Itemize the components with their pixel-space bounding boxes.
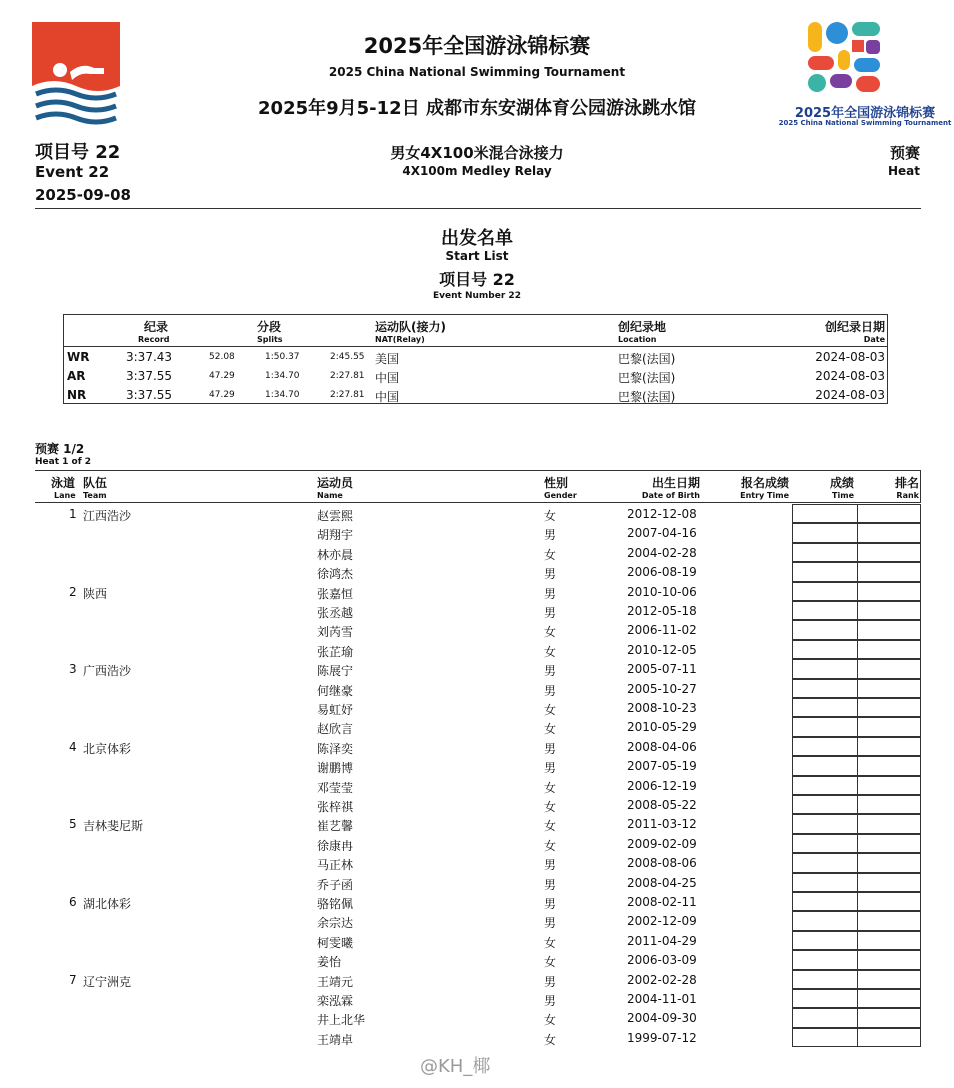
start-list-title-en: Start List bbox=[445, 249, 509, 263]
gender: 女 bbox=[544, 644, 557, 659]
date-of-birth: 2002-12-09 bbox=[627, 914, 697, 929]
rank-box bbox=[857, 756, 921, 775]
rank-box bbox=[857, 911, 921, 930]
rank-box bbox=[857, 970, 921, 989]
table-row bbox=[0, 795, 954, 814]
time-box bbox=[792, 756, 858, 775]
date-of-birth: 2010-05-29 bbox=[627, 720, 697, 735]
time-box bbox=[792, 659, 858, 678]
rank-box bbox=[857, 717, 921, 736]
record-location: 巴黎(法国) bbox=[618, 371, 676, 385]
rank-box bbox=[857, 1028, 921, 1047]
rank-box bbox=[857, 504, 921, 523]
team-name: 广西浩沙 bbox=[83, 664, 132, 679]
date-of-birth: 2010-12-05 bbox=[627, 642, 697, 657]
col-name-en: Name bbox=[317, 491, 343, 500]
table-row bbox=[0, 756, 954, 775]
date-of-birth: 2010-10-06 bbox=[627, 584, 697, 599]
gender: 男 bbox=[544, 586, 557, 601]
date-of-birth: 2006-03-09 bbox=[627, 953, 697, 968]
date-of-birth: 2008-04-06 bbox=[627, 739, 697, 754]
table-row bbox=[0, 679, 954, 698]
event-number-en: Event 22 bbox=[35, 163, 110, 181]
rank-box bbox=[857, 814, 921, 833]
gender: 男 bbox=[544, 877, 557, 892]
rank-box bbox=[857, 582, 921, 601]
table-row bbox=[0, 620, 954, 639]
time-box bbox=[792, 970, 858, 989]
rank-box bbox=[857, 892, 921, 911]
record-date: 2024-08-03 bbox=[815, 350, 885, 364]
date-of-birth: 2008-10-23 bbox=[627, 701, 697, 715]
athlete-name: 张丞越 bbox=[317, 606, 354, 620]
gender: 女 bbox=[544, 800, 557, 814]
event-number-cn: 项目号 22 bbox=[35, 142, 121, 163]
col-name-cn: 运动员 bbox=[317, 476, 354, 490]
time-box bbox=[792, 562, 858, 581]
table-top-border bbox=[35, 470, 921, 471]
records-header-location-en: Location bbox=[618, 335, 657, 344]
team-name: 辽宁洲克 bbox=[83, 974, 132, 989]
athlete-name: 林亦晨 bbox=[317, 547, 354, 562]
record-type: WR bbox=[67, 350, 90, 364]
table-header-divider bbox=[35, 502, 921, 503]
date-of-birth: 2008-02-11 bbox=[627, 895, 697, 909]
athlete-name: 王靖卓 bbox=[317, 1032, 354, 1047]
lane-number: 7 bbox=[69, 972, 77, 987]
col-entry-cn: 报名成绩 bbox=[740, 476, 789, 490]
table-row bbox=[0, 562, 954, 581]
venue-line: 2025年9月5-12日 成都市东安湖体育公园游泳跳水馆 bbox=[258, 98, 696, 119]
record-nat: 中国 bbox=[375, 390, 400, 404]
athlete-name: 徐鸿杰 bbox=[317, 567, 354, 582]
gender: 男 bbox=[544, 761, 557, 776]
gender: 男 bbox=[544, 916, 557, 931]
team-name: 江西浩沙 bbox=[83, 509, 132, 523]
time-box bbox=[792, 950, 858, 969]
date-of-birth: 2011-03-12 bbox=[627, 817, 697, 832]
date-of-birth: 2004-11-01 bbox=[627, 992, 697, 1006]
time-box bbox=[792, 776, 858, 795]
time-box bbox=[792, 717, 858, 736]
rank-box bbox=[857, 853, 921, 872]
athlete-name: 胡翔宇 bbox=[317, 528, 354, 543]
table-row bbox=[0, 970, 954, 989]
rank-box bbox=[857, 873, 921, 892]
gender: 女 bbox=[544, 509, 557, 523]
date-of-birth: 2007-05-19 bbox=[627, 759, 697, 774]
date-of-birth: 2002-02-28 bbox=[627, 972, 697, 987]
athlete-name: 崔艺馨 bbox=[317, 819, 354, 834]
rank-box bbox=[857, 640, 921, 659]
event-name-en: 4X100m Medley Relay bbox=[402, 164, 552, 178]
rank-box bbox=[857, 523, 921, 542]
athlete-name: 井上北华 bbox=[317, 1013, 366, 1028]
rank-box bbox=[857, 931, 921, 950]
rank-box bbox=[857, 737, 921, 756]
event-date: 2025-09-08 bbox=[35, 186, 131, 204]
lane-number: 5 bbox=[69, 817, 77, 832]
athlete-name: 乔子函 bbox=[317, 877, 354, 892]
date-of-birth: 2005-07-11 bbox=[627, 662, 697, 677]
rank-box bbox=[857, 659, 921, 678]
col-lane-cn: 泳道 bbox=[51, 476, 76, 490]
record-location: 巴黎(法国) bbox=[618, 390, 676, 404]
athlete-name: 张芷瑜 bbox=[317, 644, 354, 659]
table-row bbox=[0, 911, 954, 930]
col-lane-en: Lane bbox=[54, 491, 76, 500]
athlete-name: 陈泽奕 bbox=[317, 741, 354, 756]
date-of-birth: 2009-02-09 bbox=[627, 836, 697, 851]
gender: 男 bbox=[544, 528, 557, 543]
record-date: 2024-08-03 bbox=[815, 369, 885, 383]
records-header-record-cn: 纪录 bbox=[144, 320, 169, 334]
table-row bbox=[0, 640, 954, 659]
gender: 男 bbox=[544, 606, 557, 620]
lane-number: 3 bbox=[69, 662, 77, 677]
date-of-birth: 2004-09-30 bbox=[627, 1011, 697, 1026]
records-header-splits-en: Splits bbox=[257, 335, 283, 344]
time-box bbox=[792, 620, 858, 639]
athlete-name: 姜怡 bbox=[317, 955, 342, 970]
time-box bbox=[792, 814, 858, 833]
athlete-name: 张梓祺 bbox=[317, 800, 354, 814]
col-gender-cn: 性别 bbox=[544, 476, 569, 490]
date-of-birth: 2006-11-02 bbox=[627, 623, 697, 638]
record-type: NR bbox=[67, 388, 87, 402]
record-split-1: 47.29 bbox=[209, 390, 235, 400]
record-split-3: 2:27.81 bbox=[330, 371, 365, 381]
records-header-location-cn: 创纪录地 bbox=[618, 320, 667, 334]
athlete-name: 王靖元 bbox=[317, 974, 354, 989]
time-box bbox=[792, 873, 858, 892]
rank-box bbox=[857, 698, 921, 717]
date-of-birth: 2008-05-22 bbox=[627, 798, 697, 812]
athlete-name: 易虹妤 bbox=[317, 703, 354, 717]
athlete-name: 马正林 bbox=[317, 858, 354, 873]
athlete-name: 谢鹏博 bbox=[317, 761, 354, 776]
rank-box bbox=[857, 620, 921, 639]
athlete-name: 徐康冉 bbox=[317, 838, 354, 853]
record-row bbox=[64, 348, 887, 367]
rank-box bbox=[857, 989, 921, 1008]
table-row bbox=[0, 873, 954, 892]
lane-number: 4 bbox=[69, 739, 77, 754]
col-time-cn: 成绩 bbox=[829, 476, 854, 490]
team-name: 吉林斐尼斯 bbox=[83, 819, 144, 834]
col-dob-cn: 出生日期 bbox=[651, 476, 700, 490]
event-number-heading-en: Event Number 22 bbox=[433, 291, 521, 301]
time-box bbox=[792, 640, 858, 659]
col-team-en: Team bbox=[83, 491, 107, 500]
event-number-heading-cn: 项目号 22 bbox=[439, 270, 515, 289]
record-split-1: 52.08 bbox=[209, 352, 235, 362]
gender: 女 bbox=[544, 625, 557, 640]
watermark: @KH_椰 bbox=[420, 1056, 491, 1077]
gender: 男 bbox=[544, 741, 557, 756]
record-date: 2024-08-03 bbox=[815, 388, 885, 402]
document-title: 2025年全国游泳锦标赛 bbox=[363, 34, 591, 58]
start-list-title-cn: 出发名单 bbox=[441, 228, 513, 249]
athlete-name: 骆铭佩 bbox=[317, 897, 354, 911]
lane-number: 6 bbox=[69, 895, 77, 909]
col-rank-en: Rank bbox=[896, 491, 919, 500]
logo-caption-cn: 2025年全国游泳锦标赛 bbox=[794, 106, 936, 121]
record-split-3: 2:27.81 bbox=[330, 390, 365, 400]
table-row bbox=[0, 698, 954, 717]
time-box bbox=[792, 504, 858, 523]
athlete-name: 陈展宁 bbox=[317, 664, 354, 679]
record-location: 巴黎(法国) bbox=[618, 352, 676, 366]
records-header-date-en: Date bbox=[863, 335, 885, 344]
record-row bbox=[64, 386, 887, 405]
rank-box bbox=[857, 795, 921, 814]
record-nat: 美国 bbox=[375, 352, 400, 366]
table-row bbox=[0, 543, 954, 562]
gender: 女 bbox=[544, 722, 557, 737]
athlete-name: 栾泓霖 bbox=[317, 994, 354, 1008]
record-split-3: 2:45.55 bbox=[330, 352, 365, 362]
gender: 男 bbox=[544, 858, 557, 873]
record-split-1: 47.29 bbox=[209, 371, 235, 381]
col-gender-en: Gender bbox=[544, 491, 577, 500]
rank-box bbox=[857, 679, 921, 698]
time-box bbox=[792, 543, 858, 562]
date-of-birth: 2005-10-27 bbox=[627, 681, 697, 696]
table-right-border bbox=[920, 470, 921, 503]
table-row bbox=[0, 1008, 954, 1027]
record-nat: 中国 bbox=[375, 371, 400, 385]
rank-box bbox=[857, 601, 921, 620]
lane-number: 2 bbox=[69, 584, 77, 599]
records-header-nat-cn: 运动队(接力) bbox=[375, 320, 446, 334]
athlete-name: 何继豪 bbox=[317, 683, 354, 698]
col-entry-en: Entry Time bbox=[740, 491, 789, 500]
records-divider bbox=[64, 346, 887, 347]
record-split-2: 1:34.70 bbox=[265, 371, 300, 381]
time-box bbox=[792, 1028, 858, 1047]
table-row bbox=[0, 931, 954, 950]
heat-label-cn: 预赛 1/2 bbox=[35, 442, 85, 456]
gender: 女 bbox=[544, 935, 557, 950]
table-row bbox=[0, 523, 954, 542]
time-box bbox=[792, 931, 858, 950]
table-row bbox=[0, 582, 954, 601]
table-row bbox=[0, 601, 954, 620]
table-row bbox=[0, 814, 954, 833]
time-box bbox=[792, 679, 858, 698]
document-subtitle: 2025 China National Swimming Tournament bbox=[328, 65, 626, 79]
athlete-name: 赵雲熙 bbox=[317, 509, 354, 523]
gender: 男 bbox=[544, 974, 557, 989]
records-header-date-cn: 创纪录日期 bbox=[824, 320, 885, 334]
date-of-birth: 2008-08-06 bbox=[627, 856, 697, 871]
record-split-2: 1:50.37 bbox=[265, 352, 300, 362]
gender: 男 bbox=[544, 567, 557, 582]
gender: 男 bbox=[544, 683, 557, 698]
table-row bbox=[0, 717, 954, 736]
date-of-birth: 2012-12-08 bbox=[627, 507, 697, 521]
records-header-nat-en: NAT(Relay) bbox=[375, 335, 425, 344]
time-box bbox=[792, 737, 858, 756]
table-row bbox=[0, 504, 954, 523]
gender: 女 bbox=[544, 1013, 557, 1028]
gender: 女 bbox=[544, 547, 557, 562]
team-name: 陕西 bbox=[83, 586, 108, 601]
gender: 女 bbox=[544, 819, 557, 834]
rank-box bbox=[857, 543, 921, 562]
gender: 男 bbox=[544, 664, 557, 679]
time-box bbox=[792, 834, 858, 853]
time-box bbox=[792, 989, 858, 1008]
col-team-cn: 队伍 bbox=[83, 476, 108, 490]
date-of-birth: 2006-12-19 bbox=[627, 778, 697, 793]
round-cn: 预赛 bbox=[889, 144, 920, 162]
gender: 女 bbox=[544, 1032, 557, 1047]
athlete-name: 邓莹莹 bbox=[317, 780, 354, 795]
lane-number: 1 bbox=[69, 507, 77, 521]
rank-box bbox=[857, 776, 921, 795]
time-box bbox=[792, 795, 858, 814]
time-box bbox=[792, 1008, 858, 1027]
date-of-birth: 2004-02-28 bbox=[627, 545, 697, 560]
record-time: 3:37.43 bbox=[126, 350, 173, 364]
table-row bbox=[0, 989, 954, 1008]
gender: 男 bbox=[544, 897, 557, 911]
record-type: AR bbox=[67, 369, 86, 383]
time-box bbox=[792, 601, 858, 620]
records-header-splits-cn: 分段 bbox=[257, 320, 282, 334]
gender: 女 bbox=[544, 838, 557, 853]
athlete-name: 赵欣言 bbox=[317, 722, 354, 737]
record-time: 3:37.55 bbox=[126, 388, 173, 402]
record-row bbox=[64, 367, 887, 386]
table-row bbox=[0, 834, 954, 853]
athlete-name: 张嘉恒 bbox=[317, 586, 354, 601]
table-row bbox=[0, 737, 954, 756]
rank-box bbox=[857, 950, 921, 969]
date-of-birth: 2011-04-29 bbox=[627, 933, 697, 948]
table-row bbox=[0, 776, 954, 795]
time-box bbox=[792, 582, 858, 601]
date-of-birth: 2006-08-19 bbox=[627, 565, 697, 580]
time-box bbox=[792, 911, 858, 930]
table-row bbox=[0, 659, 954, 678]
team-name: 北京体彩 bbox=[83, 741, 132, 756]
rank-box bbox=[857, 1008, 921, 1027]
time-box bbox=[792, 698, 858, 717]
col-dob-en: Date of Birth bbox=[641, 491, 700, 500]
gender: 女 bbox=[544, 955, 557, 970]
athlete-name: 刘芮雪 bbox=[317, 625, 354, 640]
gender: 女 bbox=[544, 703, 557, 717]
gender: 男 bbox=[544, 994, 557, 1008]
table-row bbox=[0, 892, 954, 911]
table-row bbox=[0, 853, 954, 872]
records-header-record-en: Record bbox=[138, 335, 170, 344]
record-split-2: 1:34.70 bbox=[265, 390, 300, 400]
event-name-cn: 男女4X100米混合泳接力 bbox=[390, 144, 564, 162]
time-box bbox=[792, 892, 858, 911]
rank-box bbox=[857, 834, 921, 853]
round-en: Heat bbox=[887, 164, 920, 178]
date-of-birth: 2008-04-25 bbox=[627, 875, 697, 890]
time-box bbox=[792, 523, 858, 542]
record-time: 3:37.55 bbox=[126, 369, 173, 383]
athlete-name: 柯雯曦 bbox=[317, 935, 354, 950]
athlete-name: 余宗达 bbox=[317, 916, 354, 931]
date-of-birth: 1999-07-12 bbox=[627, 1030, 697, 1045]
time-box bbox=[792, 853, 858, 872]
date-of-birth: 2012-05-18 bbox=[627, 604, 697, 618]
gender: 女 bbox=[544, 780, 557, 795]
heat-label-en: Heat 1 of 2 bbox=[35, 457, 92, 467]
header-divider bbox=[35, 208, 921, 209]
rank-box bbox=[857, 562, 921, 581]
table-row bbox=[0, 1028, 954, 1047]
col-rank-cn: 排名 bbox=[894, 476, 919, 490]
team-name: 湖北体彩 bbox=[83, 897, 132, 911]
table-row bbox=[0, 950, 954, 969]
records-table bbox=[63, 314, 888, 404]
date-of-birth: 2007-04-16 bbox=[627, 526, 697, 541]
col-time-en: Time bbox=[832, 491, 854, 500]
logo-caption-en: 2025 China National Swimming Tournament bbox=[778, 119, 952, 127]
